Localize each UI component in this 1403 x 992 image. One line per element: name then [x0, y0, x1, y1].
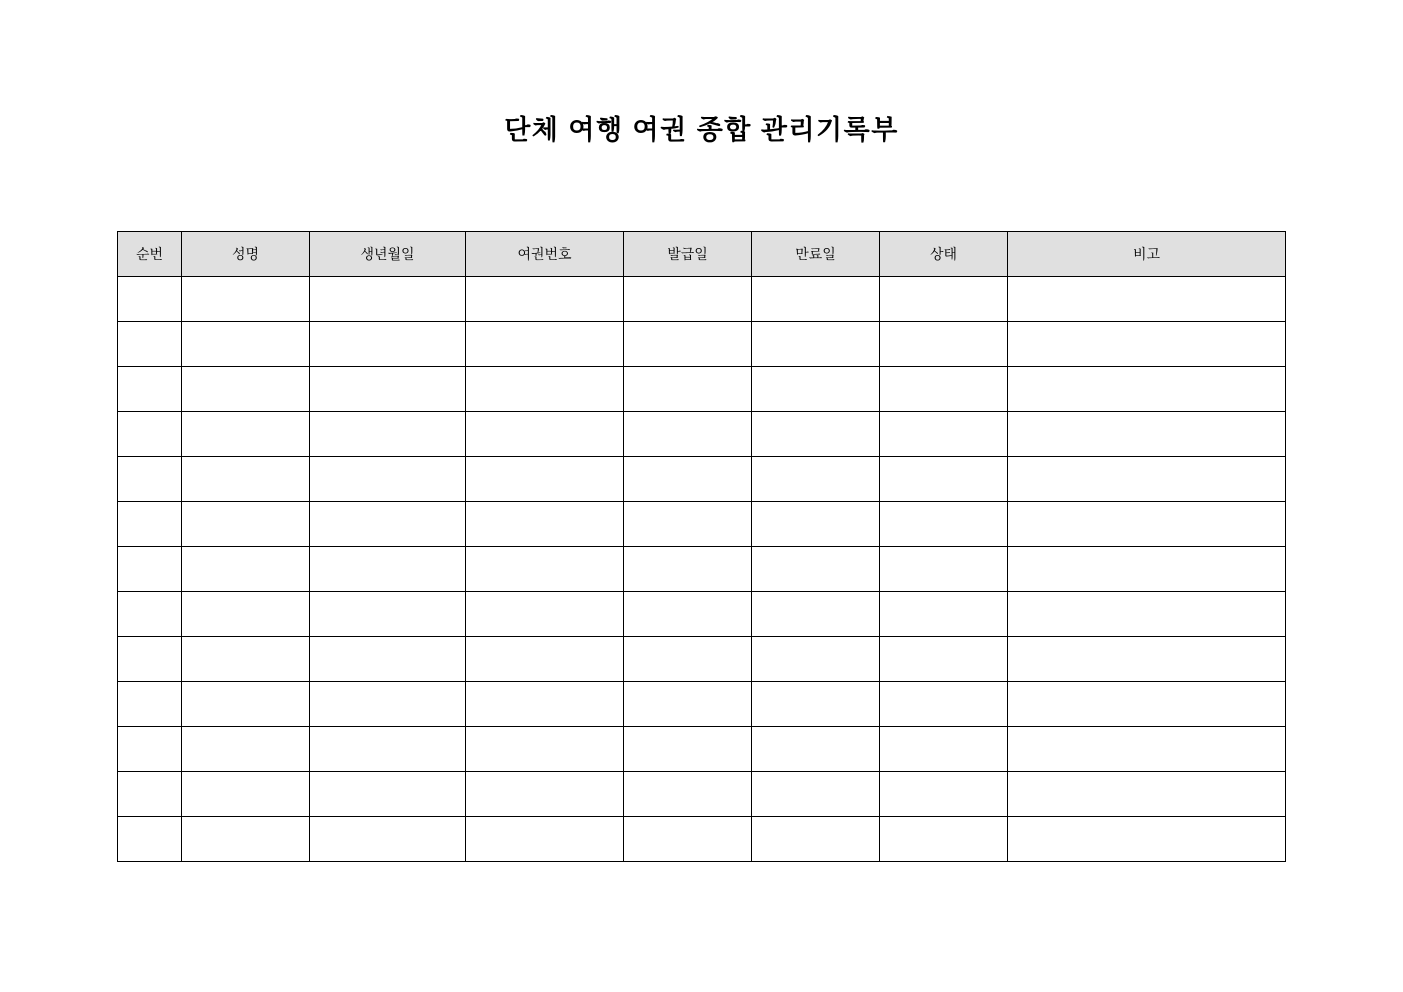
cell-name[interactable] — [182, 367, 310, 412]
cell-expiry-date[interactable] — [752, 772, 880, 817]
cell-status[interactable] — [880, 817, 1008, 862]
passport-record-table-wrapper — [117, 231, 1285, 862]
cell-seq[interactable] — [118, 772, 182, 817]
cell-status[interactable] — [880, 322, 1008, 367]
cell-seq[interactable] — [118, 412, 182, 457]
cell-seq[interactable] — [118, 817, 182, 862]
table-header — [118, 232, 1286, 277]
cell-name[interactable] — [182, 412, 310, 457]
cell-name[interactable] — [182, 727, 310, 772]
table-row — [118, 772, 1286, 817]
cell-expiry-date[interactable] — [752, 277, 880, 322]
cell-expiry-date[interactable] — [752, 322, 880, 367]
cell-passport-number[interactable] — [466, 367, 624, 412]
cell-issue-date[interactable] — [624, 277, 752, 322]
cell-passport-number[interactable] — [466, 412, 624, 457]
cell-passport-number[interactable] — [466, 637, 624, 682]
cell-issue-date[interactable] — [624, 637, 752, 682]
column-header-passport-number: 여권번호 — [466, 232, 624, 277]
cell-expiry-date[interactable] — [752, 367, 880, 412]
table-row — [118, 322, 1286, 367]
cell-expiry-date[interactable] — [752, 412, 880, 457]
table-row — [118, 277, 1286, 322]
cell-seq[interactable] — [118, 592, 182, 637]
cell-name[interactable] — [182, 457, 310, 502]
cell-status[interactable] — [880, 772, 1008, 817]
cell-name[interactable] — [182, 322, 310, 367]
cell-status[interactable] — [880, 367, 1008, 412]
table-row — [118, 547, 1286, 592]
column-header-issue-date: 발급일 — [624, 232, 752, 277]
cell-birthdate[interactable] — [310, 277, 466, 322]
cell-passport-number[interactable] — [466, 277, 624, 322]
cell-passport-number[interactable] — [466, 817, 624, 862]
cell-seq[interactable] — [118, 277, 182, 322]
cell-seq[interactable] — [118, 457, 182, 502]
cell-expiry-date[interactable] — [752, 457, 880, 502]
cell-status[interactable] — [880, 592, 1008, 637]
cell-passport-number[interactable] — [466, 547, 624, 592]
cell-issue-date[interactable] — [624, 547, 752, 592]
cell-issue-date[interactable] — [624, 457, 752, 502]
cell-passport-number[interactable] — [466, 682, 624, 727]
cell-passport-number[interactable] — [466, 457, 624, 502]
cell-birthdate[interactable] — [310, 772, 466, 817]
page-title: 단체 여행 여권 종합 관리기록부 — [504, 115, 899, 145]
cell-issue-date[interactable] — [624, 412, 752, 457]
table-row — [118, 457, 1286, 502]
cell-issue-date[interactable] — [624, 502, 752, 547]
cell-name[interactable] — [182, 772, 310, 817]
cell-remarks[interactable] — [1008, 682, 1286, 727]
cell-issue-date[interactable] — [624, 592, 752, 637]
cell-birthdate[interactable] — [310, 457, 466, 502]
cell-status[interactable] — [880, 457, 1008, 502]
cell-birthdate[interactable] — [310, 412, 466, 457]
cell-expiry-date[interactable] — [752, 682, 880, 727]
cell-issue-date[interactable] — [624, 367, 752, 412]
column-header-seq: 순번 — [118, 232, 182, 277]
cell-expiry-date[interactable] — [752, 592, 880, 637]
cell-passport-number[interactable] — [466, 772, 624, 817]
cell-status[interactable] — [880, 502, 1008, 547]
cell-seq[interactable] — [118, 322, 182, 367]
cell-name[interactable] — [182, 502, 310, 547]
cell-expiry-date[interactable] — [752, 637, 880, 682]
cell-expiry-date[interactable] — [752, 547, 880, 592]
cell-status[interactable] — [880, 682, 1008, 727]
cell-remarks[interactable] — [1008, 637, 1286, 682]
cell-birthdate[interactable] — [310, 727, 466, 772]
cell-remarks[interactable] — [1008, 322, 1286, 367]
cell-issue-date[interactable] — [624, 682, 752, 727]
cell-seq[interactable] — [118, 727, 182, 772]
cell-issue-date[interactable] — [624, 727, 752, 772]
cell-issue-date[interactable] — [624, 322, 752, 367]
cell-name[interactable] — [182, 637, 310, 682]
cell-remarks[interactable] — [1008, 277, 1286, 322]
cell-status[interactable] — [880, 412, 1008, 457]
table-row — [118, 817, 1286, 862]
cell-name[interactable] — [182, 682, 310, 727]
cell-status[interactable] — [880, 547, 1008, 592]
cell-remarks[interactable] — [1008, 727, 1286, 772]
table-row — [118, 637, 1286, 682]
cell-name[interactable] — [182, 277, 310, 322]
cell-birthdate[interactable] — [310, 592, 466, 637]
table-row — [118, 682, 1286, 727]
cell-seq[interactable] — [118, 547, 182, 592]
cell-seq[interactable] — [118, 682, 182, 727]
cell-passport-number[interactable] — [466, 592, 624, 637]
cell-expiry-date[interactable] — [752, 502, 880, 547]
cell-name[interactable] — [182, 547, 310, 592]
table-row — [118, 592, 1286, 637]
cell-birthdate[interactable] — [310, 817, 466, 862]
column-header-status: 상태 — [880, 232, 1008, 277]
cell-expiry-date[interactable] — [752, 817, 880, 862]
table-row — [118, 367, 1286, 412]
column-header-remarks: 비고 — [1008, 232, 1286, 277]
cell-passport-number[interactable] — [466, 727, 624, 772]
table-header-row — [118, 232, 1286, 277]
table-row — [118, 412, 1286, 457]
cell-birthdate[interactable] — [310, 682, 466, 727]
cell-seq[interactable] — [118, 637, 182, 682]
cell-name[interactable] — [182, 592, 310, 637]
cell-remarks[interactable] — [1008, 502, 1286, 547]
table-body — [118, 277, 1286, 862]
table-row — [118, 502, 1286, 547]
cell-issue-date[interactable] — [624, 817, 752, 862]
cell-expiry-date[interactable] — [752, 727, 880, 772]
cell-remarks[interactable] — [1008, 817, 1286, 862]
cell-seq[interactable] — [118, 502, 182, 547]
cell-status[interactable] — [880, 727, 1008, 772]
cell-remarks[interactable] — [1008, 772, 1286, 817]
cell-issue-date[interactable] — [624, 772, 752, 817]
cell-birthdate[interactable] — [310, 547, 466, 592]
table-row — [118, 727, 1286, 772]
cell-birthdate[interactable] — [310, 637, 466, 682]
cell-seq[interactable] — [118, 367, 182, 412]
column-header-birthdate: 생년월일 — [310, 232, 466, 277]
cell-remarks[interactable] — [1008, 412, 1286, 457]
cell-remarks[interactable] — [1008, 592, 1286, 637]
cell-remarks[interactable] — [1008, 547, 1286, 592]
cell-passport-number[interactable] — [466, 502, 624, 547]
cell-status[interactable] — [880, 637, 1008, 682]
cell-birthdate[interactable] — [310, 367, 466, 412]
cell-status[interactable] — [880, 277, 1008, 322]
cell-birthdate[interactable] — [310, 502, 466, 547]
cell-passport-number[interactable] — [466, 322, 624, 367]
column-header-name: 성명 — [182, 232, 310, 277]
cell-name[interactable] — [182, 817, 310, 862]
cell-birthdate[interactable] — [310, 322, 466, 367]
passport-record-table — [117, 231, 1286, 862]
cell-remarks[interactable] — [1008, 457, 1286, 502]
column-header-expiry-date: 만료일 — [752, 232, 880, 277]
cell-remarks[interactable] — [1008, 367, 1286, 412]
